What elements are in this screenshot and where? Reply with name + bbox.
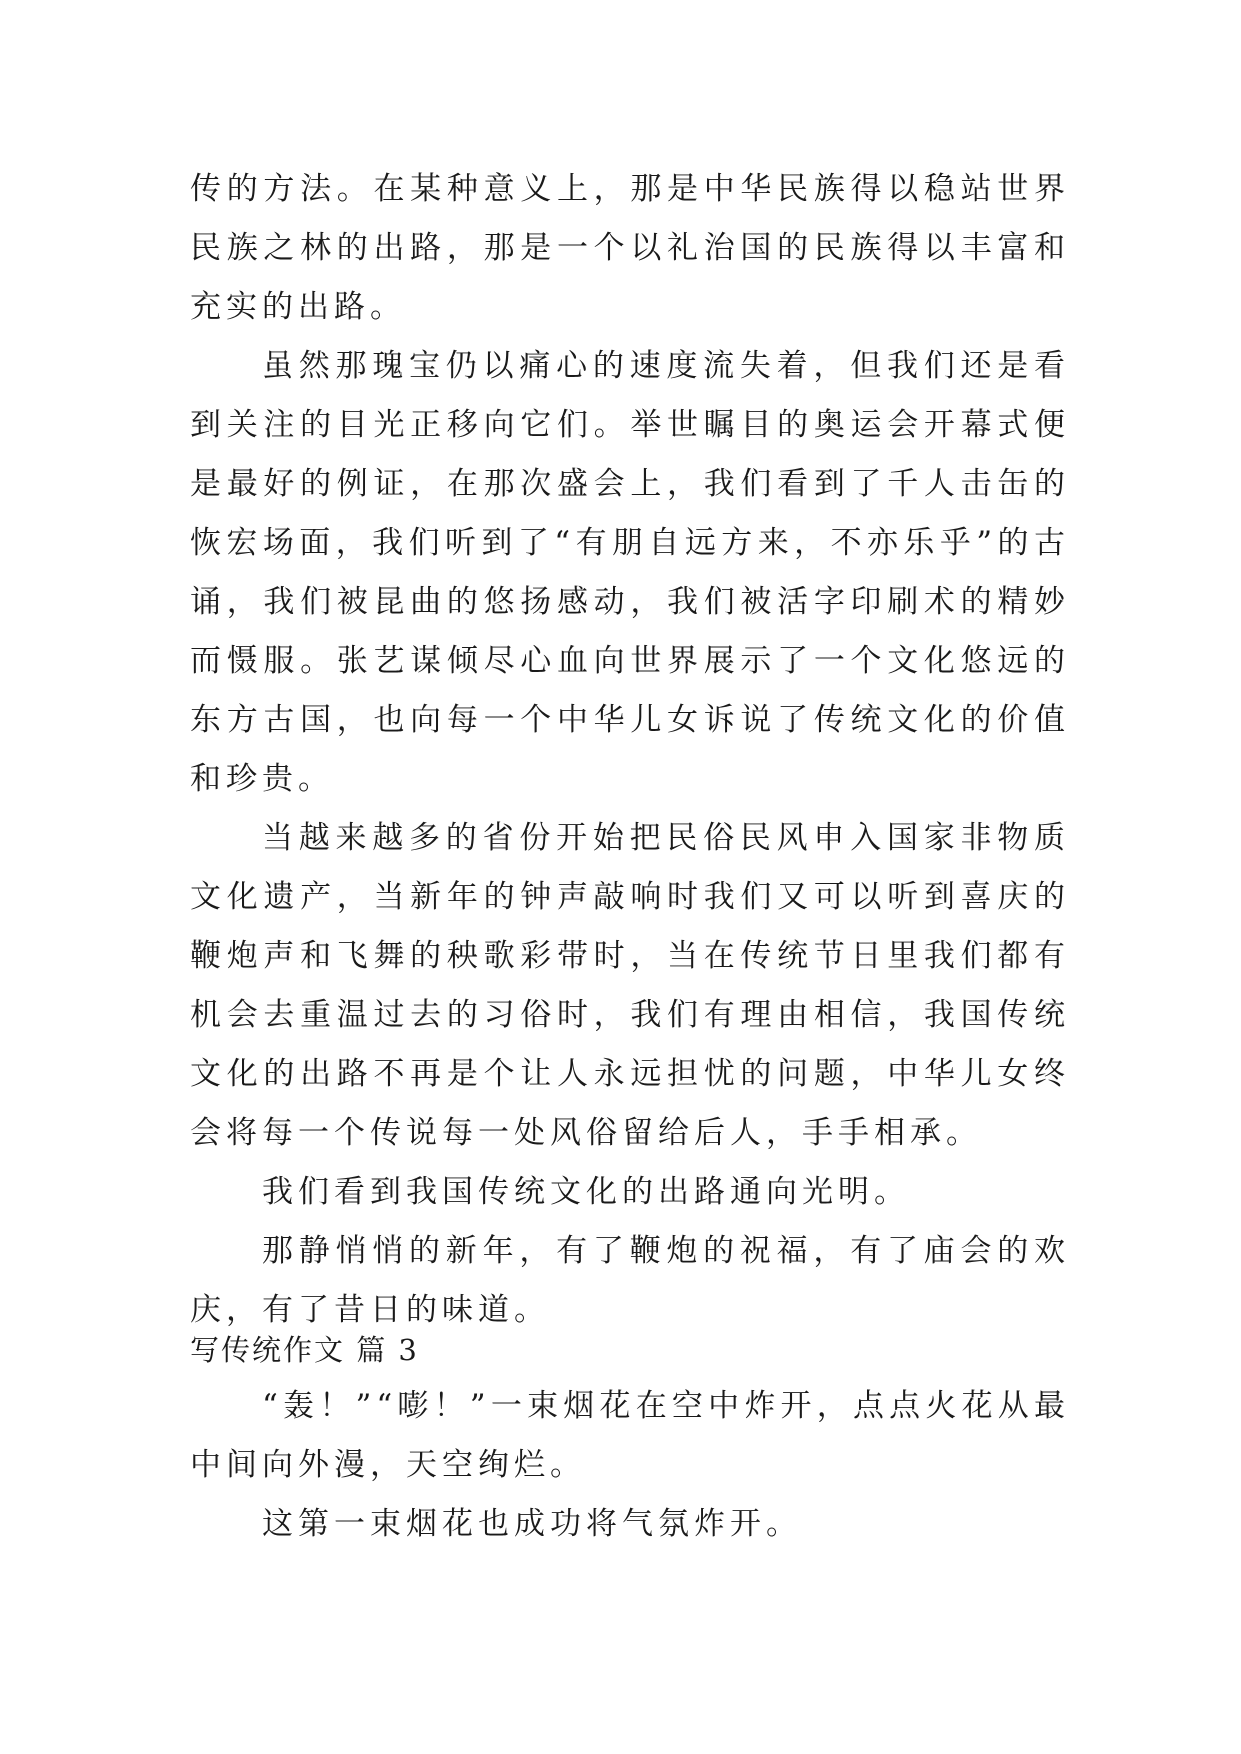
paragraph: 传的方法。在某种意义上，那是中华民族得以稳站世界民族之林的出路，那是一个以礼治国的民族得以丰富和充实的出路。 [190,171,1070,325]
paragraph: “轰！”“嘭！”一束烟花在空中炸开，点点火花从最中间向外漫，天空绚烂。 [190,1388,1070,1483]
paragraph: 那静悄悄的新年，有了鞭炮的祝福，有了庙会的欢庆，有了昔日的味道。 [190,1233,1070,1328]
paragraph: 虽然那瑰宝仍以痛心的速度流失着，但我们还是看到关注的目光正移向它们。举世瞩目的奥运会开幕式便是最好的例证，在那次盛会上，我们看到了千人击缶的恢宏场面，我们听到了“有朋自远方来，不亦乐乎”的古诵，我们被昆曲的悠扬感动，我们被活字印刷术的精妙而慑服。张艺谋倾尽心血向世界展示了一个文化悠远的东方古国，也向每一个中华儿女诉说了传统文化的价值和珍贵。 [190,348,1070,797]
body-text-after-heading [190,1377,1070,1554]
paragraph: 这第一束烟花也成功将气氛炸开。 [262,1506,802,1542]
body-text-before-heading [190,160,1070,1340]
paragraph: 当越来越多的省份开始把民俗民风申入国家非物质文化遗产，当新年的钟声敲响时我们又可以听到喜庆的鞭炮声和飞舞的秧歌彩带时，当在传统节日里我们都有机会去重温过去的习俗时，我们有理由相信，我国传统文化的出路不再是个让人永远担忧的问题，中华儿女终会将每一个传说每一处风俗留给后人，手手相承。 [190,820,1070,1151]
paragraph: 我们看到我国传统文化的出路通向光明。 [262,1174,910,1210]
section-heading: 写传统作文 篇 3 [190,1333,419,1367]
